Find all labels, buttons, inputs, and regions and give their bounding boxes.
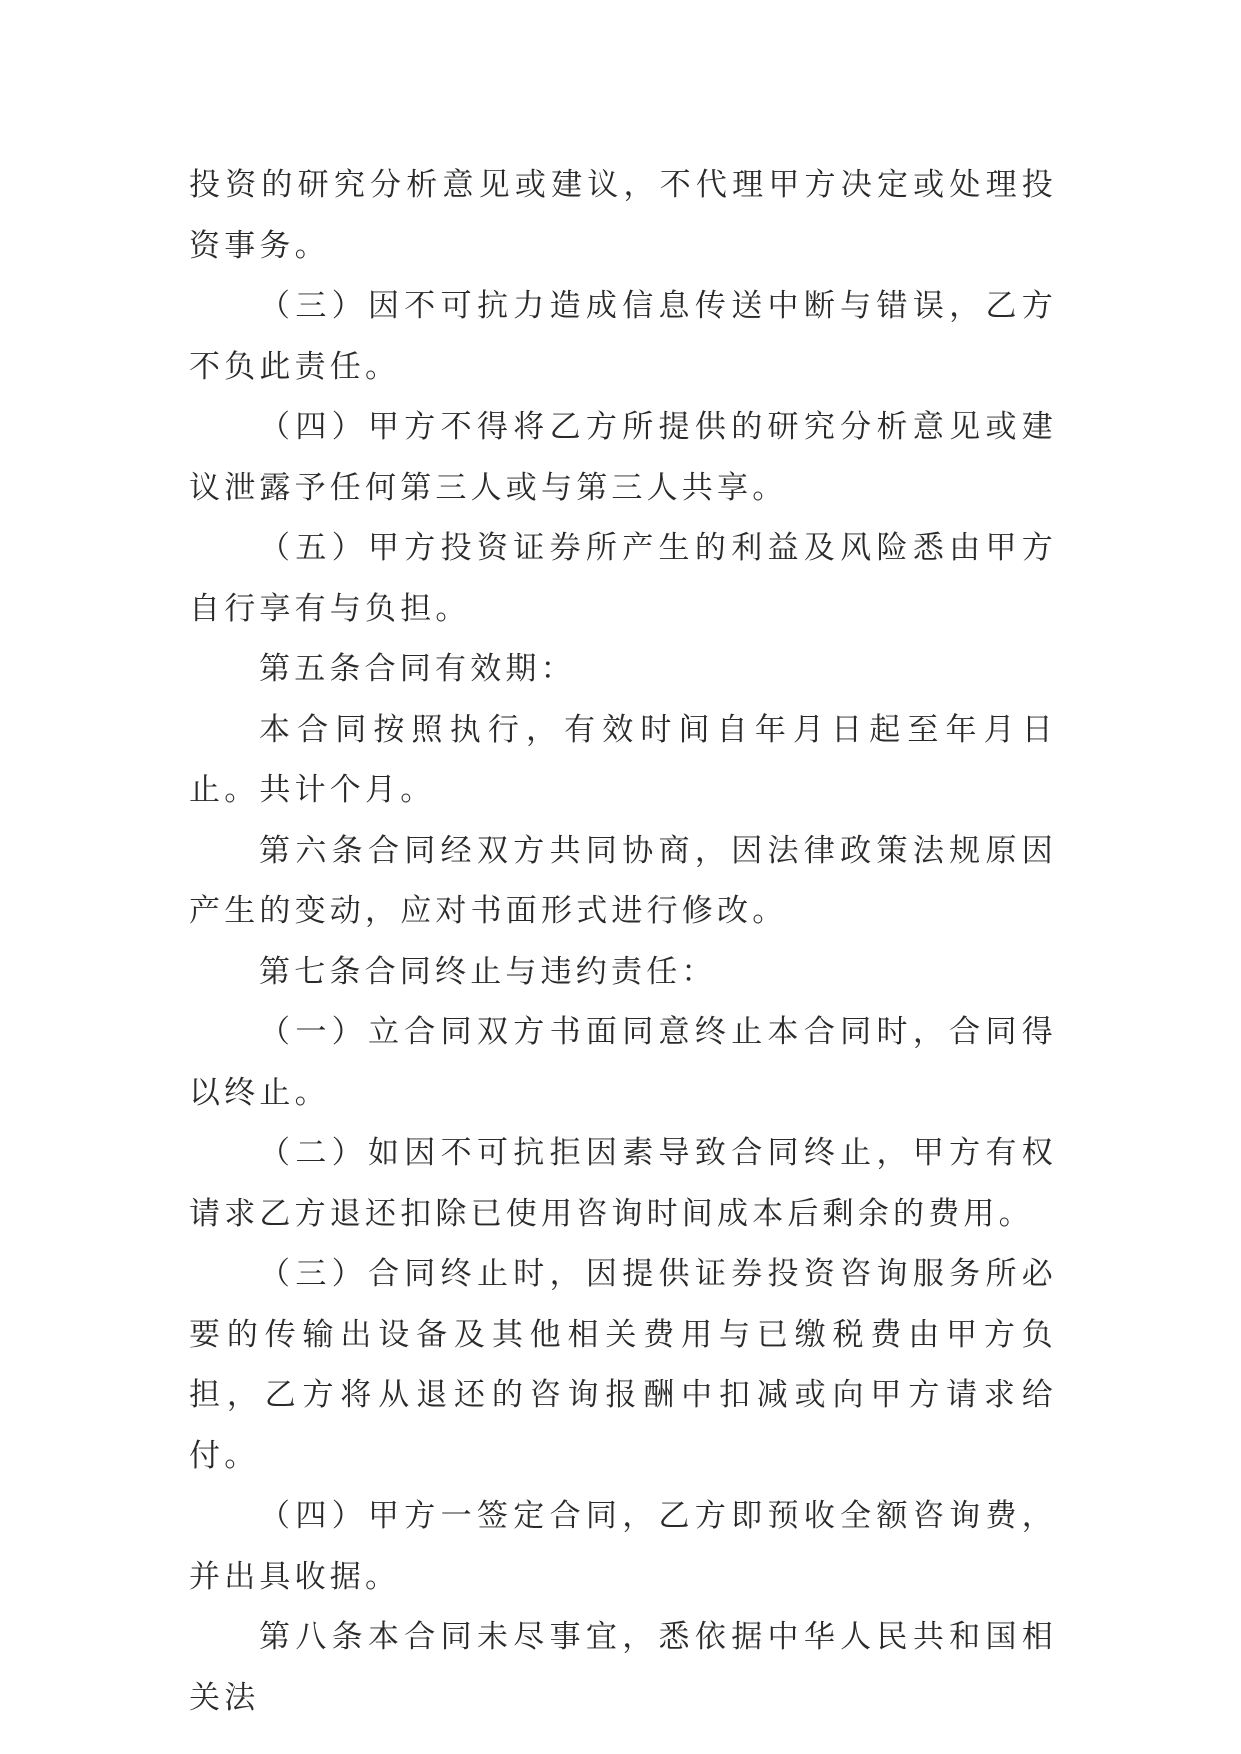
paragraph-9: （一）立合同双方书面同意终止本合同时，合同得以终止。: [189, 1014, 1057, 1111]
paragraph-6: 本合同按照执行，有效时间自年月日起至年月日止。共计个月。: [189, 711, 1057, 808]
section-heading-8: 第八条本合同未尽事宜，悉依据中华人民共和国相关法: [189, 1619, 1057, 1716]
paragraph-4: （五）甲方投资证券所产生的利益及风险悉由甲方自行享有与负担。: [189, 530, 1057, 627]
section-heading-7: 第七条合同终止与违约责任：: [259, 953, 717, 990]
paragraph-1: 投资的研究分析意见或建议，不代理甲方决定或处理投资事务。: [189, 167, 1057, 264]
paragraph-12: （四）甲方一签定合同，乙方即预收全额咨询费，并出具收据。: [189, 1498, 1057, 1595]
paragraph-2: （三）因不可抗力造成信息传送中断与错误，乙方不负此责任。: [189, 288, 1057, 385]
section-heading-5: 第五条合同有效期：: [259, 651, 576, 687]
document-body: [189, 155, 1057, 1728]
paragraph-11: （三）合同终止时，因提供证券投资咨询服务所必要的传输出设备及其他相关费用与已缴税费由甲方负担，乙方将从退还的咨询报酬中扣减或向甲方请求给付。: [189, 1256, 1057, 1474]
paragraph-10: （二）如因不可抗拒因素导致合同终止，甲方有权请求乙方退还扣除已使用咨询时间成本后剩余的费用。: [189, 1135, 1057, 1232]
paragraph-3: （四）甲方不得将乙方所提供的研究分析意见或建议泄露予任何第三人或与第三人共享。: [189, 409, 1057, 506]
section-heading-6: 第六条合同经双方共同协商，因法律政策法规原因产生的变动，应对书面形式进行修改。: [189, 832, 1057, 929]
